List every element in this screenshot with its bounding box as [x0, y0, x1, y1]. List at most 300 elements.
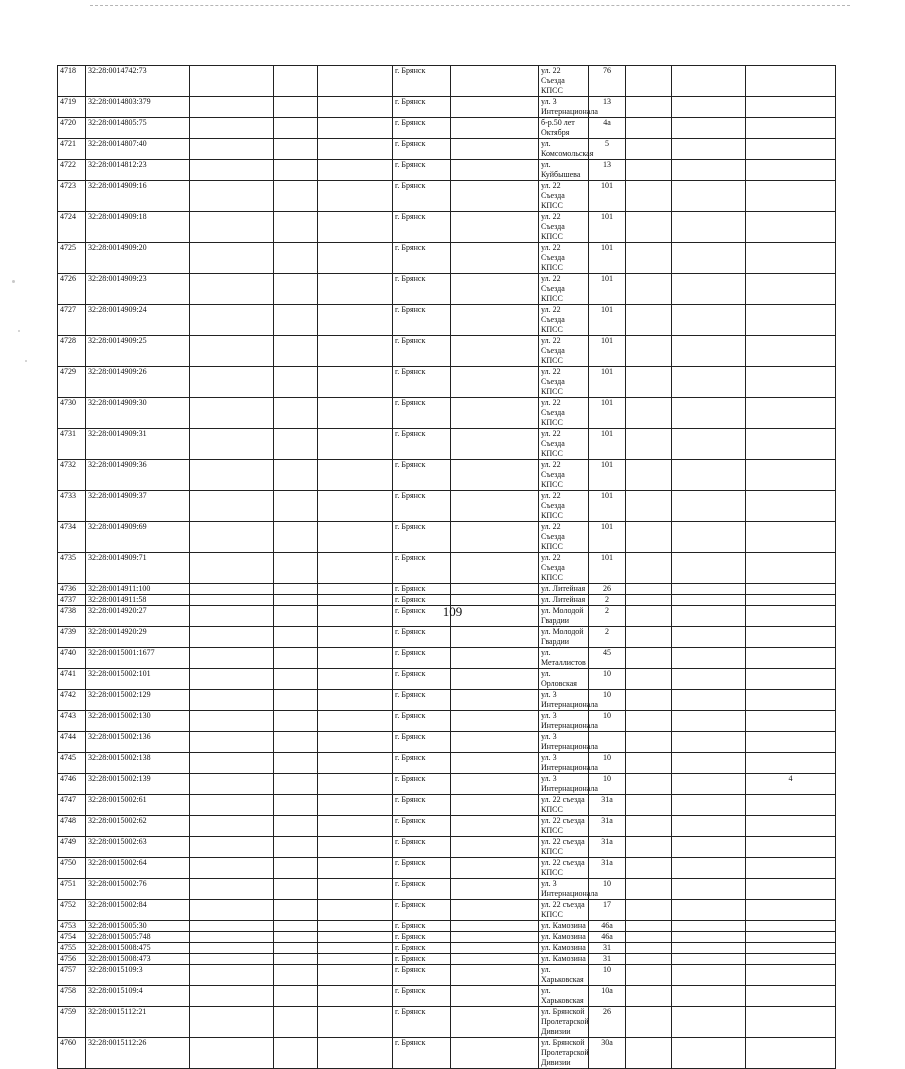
cadastral-number-cell: 32:28:0015005:30 — [86, 921, 190, 932]
scan-speck — [12, 280, 15, 283]
empty-cell — [672, 921, 746, 932]
empty-cell — [318, 986, 393, 1007]
row-number-cell: 4759 — [58, 1007, 86, 1038]
city-cell: г. Брянск — [393, 336, 451, 367]
row-number-cell: 4736 — [58, 584, 86, 595]
empty-cell — [318, 837, 393, 858]
cadastral-number-cell: 32:28:0014909:18 — [86, 212, 190, 243]
city-cell: г. Брянск — [393, 690, 451, 711]
extra-value-cell — [746, 460, 836, 491]
table-row — [58, 336, 836, 367]
empty-cell — [451, 305, 539, 336]
empty-cell — [190, 816, 274, 837]
row-number-cell: 4723 — [58, 181, 86, 212]
street-cell: ул. Орловская — [539, 669, 589, 690]
cadastral-number-cell: 32:28:0015002:61 — [86, 795, 190, 816]
extra-value-cell — [746, 1007, 836, 1038]
empty-cell — [626, 648, 672, 669]
empty-cell — [672, 460, 746, 491]
empty-cell — [274, 627, 318, 648]
empty-cell — [318, 690, 393, 711]
house-number-cell: 101 — [589, 367, 626, 398]
empty-cell — [451, 181, 539, 212]
empty-cell — [451, 753, 539, 774]
street-cell: ул. 22 съезда КПСС — [539, 900, 589, 921]
empty-cell — [274, 1038, 318, 1069]
empty-cell — [318, 954, 393, 965]
empty-cell — [190, 584, 274, 595]
extra-value-cell — [746, 921, 836, 932]
city-cell: г. Брянск — [393, 774, 451, 795]
extra-value-cell — [746, 858, 836, 879]
empty-cell — [672, 97, 746, 118]
house-number-cell: 101 — [589, 553, 626, 584]
house-number-cell: 31а — [589, 795, 626, 816]
cadastral-number-cell: 32:28:0014909:71 — [86, 553, 190, 584]
empty-cell — [274, 816, 318, 837]
table-row — [58, 954, 836, 965]
empty-cell — [451, 837, 539, 858]
empty-cell — [274, 648, 318, 669]
street-cell: ул. 22 Съезда КПСС — [539, 460, 589, 491]
empty-cell — [672, 139, 746, 160]
empty-cell — [274, 553, 318, 584]
house-number-cell: 31а — [589, 816, 626, 837]
empty-cell — [318, 212, 393, 243]
empty-cell — [274, 181, 318, 212]
row-number-cell: 4744 — [58, 732, 86, 753]
house-number-cell: 5 — [589, 139, 626, 160]
empty-cell — [318, 553, 393, 584]
empty-cell — [672, 274, 746, 305]
empty-cell — [672, 584, 746, 595]
city-cell: г. Брянск — [393, 648, 451, 669]
table-row — [58, 943, 836, 954]
empty-cell — [190, 954, 274, 965]
street-cell: б-р.50 лет Октября — [539, 118, 589, 139]
house-number-cell: 101 — [589, 181, 626, 212]
empty-cell — [626, 753, 672, 774]
extra-value-cell — [746, 711, 836, 732]
street-cell: ул. Комсомольская — [539, 139, 589, 160]
empty-cell — [190, 553, 274, 584]
extra-value-cell — [746, 274, 836, 305]
empty-cell — [274, 97, 318, 118]
empty-cell — [451, 932, 539, 943]
empty-cell — [626, 986, 672, 1007]
empty-cell — [451, 522, 539, 553]
city-cell: г. Брянск — [393, 553, 451, 584]
house-number-cell: 13 — [589, 97, 626, 118]
cadastral-number-cell: 32:28:0015112:26 — [86, 1038, 190, 1069]
street-cell: ул. Камозина — [539, 943, 589, 954]
extra-value-cell — [746, 669, 836, 690]
empty-cell — [451, 429, 539, 460]
table-row — [58, 900, 836, 921]
table-row — [58, 367, 836, 398]
row-number-cell: 4731 — [58, 429, 86, 460]
empty-cell — [318, 943, 393, 954]
cadastral-number-cell: 32:28:0015005:748 — [86, 932, 190, 943]
row-number-cell: 4740 — [58, 648, 86, 669]
empty-cell — [451, 398, 539, 429]
street-cell: ул. 22 Съезда КПСС — [539, 553, 589, 584]
row-number-cell: 4719 — [58, 97, 86, 118]
extra-value-cell — [746, 97, 836, 118]
scan-speck — [25, 360, 27, 362]
table-row — [58, 274, 836, 305]
empty-cell — [626, 879, 672, 900]
street-cell: ул. 3 Интернационала — [539, 690, 589, 711]
empty-cell — [190, 243, 274, 274]
empty-cell — [451, 648, 539, 669]
table-row — [58, 460, 836, 491]
empty-cell — [274, 900, 318, 921]
empty-cell — [274, 584, 318, 595]
empty-cell — [451, 986, 539, 1007]
empty-cell — [672, 212, 746, 243]
empty-cell — [451, 367, 539, 398]
empty-cell — [190, 460, 274, 491]
empty-cell — [451, 943, 539, 954]
empty-cell — [626, 932, 672, 943]
empty-cell — [318, 627, 393, 648]
empty-cell — [626, 522, 672, 553]
extra-value-cell — [746, 943, 836, 954]
extra-value-cell — [746, 900, 836, 921]
empty-cell — [451, 921, 539, 932]
extra-value-cell — [746, 522, 836, 553]
empty-cell — [274, 858, 318, 879]
empty-cell — [318, 1038, 393, 1069]
row-number-cell: 4749 — [58, 837, 86, 858]
city-cell: г. Брянск — [393, 606, 451, 627]
empty-cell — [274, 274, 318, 305]
row-number-cell: 4754 — [58, 932, 86, 943]
cadastral-number-cell: 32:28:0014909:31 — [86, 429, 190, 460]
street-cell: ул. 22 Съезда КПСС — [539, 181, 589, 212]
street-cell: ул. 22 Съезда КПСС — [539, 429, 589, 460]
street-cell: ул. Брянской Пролетарской Дивизии — [539, 1007, 589, 1038]
empty-cell — [451, 965, 539, 986]
empty-cell — [626, 274, 672, 305]
street-cell: ул. Куйбышева — [539, 160, 589, 181]
empty-cell — [626, 491, 672, 522]
cadastral-number-cell: 32:28:0015008:475 — [86, 943, 190, 954]
city-cell: г. Брянск — [393, 858, 451, 879]
empty-cell — [190, 212, 274, 243]
extra-value-cell — [746, 690, 836, 711]
row-number-cell: 4724 — [58, 212, 86, 243]
empty-cell — [318, 900, 393, 921]
empty-cell — [626, 837, 672, 858]
registry-body — [58, 66, 836, 1069]
row-number-cell: 4732 — [58, 460, 86, 491]
street-cell: ул. 22 Съезда КПСС — [539, 212, 589, 243]
city-cell: г. Брянск — [393, 160, 451, 181]
city-cell: г. Брянск — [393, 243, 451, 274]
house-number-cell: 31а — [589, 858, 626, 879]
street-cell: ул. Литейная — [539, 595, 589, 606]
empty-cell — [274, 774, 318, 795]
empty-cell — [274, 398, 318, 429]
empty-cell — [274, 160, 318, 181]
empty-cell — [672, 954, 746, 965]
empty-cell — [626, 139, 672, 160]
empty-cell — [672, 837, 746, 858]
street-cell: ул. 22 Съезда КПСС — [539, 274, 589, 305]
row-number-cell: 4748 — [58, 816, 86, 837]
street-cell: ул. Молодой Гвардии — [539, 606, 589, 627]
empty-cell — [318, 795, 393, 816]
row-number-cell: 4722 — [58, 160, 86, 181]
empty-cell — [672, 305, 746, 336]
cadastral-number-cell: 32:28:0015002:76 — [86, 879, 190, 900]
table-row — [58, 584, 836, 595]
row-number-cell: 4741 — [58, 669, 86, 690]
empty-cell — [318, 1007, 393, 1038]
empty-cell — [672, 943, 746, 954]
empty-cell — [672, 398, 746, 429]
extra-value-cell — [746, 627, 836, 648]
empty-cell — [626, 732, 672, 753]
house-number-cell: 26 — [589, 584, 626, 595]
empty-cell — [451, 139, 539, 160]
empty-cell — [318, 243, 393, 274]
cadastral-number-cell: 32:28:0014909:26 — [86, 367, 190, 398]
row-number-cell: 4742 — [58, 690, 86, 711]
city-cell: г. Брянск — [393, 595, 451, 606]
empty-cell — [672, 118, 746, 139]
house-number-cell: 30а — [589, 1038, 626, 1069]
empty-cell — [190, 648, 274, 669]
cadastral-number-cell: 32:28:0014909:16 — [86, 181, 190, 212]
empty-cell — [672, 522, 746, 553]
street-cell: ул. 22 съезда КПСС — [539, 816, 589, 837]
row-number-cell: 4750 — [58, 858, 86, 879]
empty-cell — [672, 243, 746, 274]
empty-cell — [672, 491, 746, 522]
table-row — [58, 690, 836, 711]
table-row — [58, 795, 836, 816]
street-cell: ул. 22 Съезда КПСС — [539, 398, 589, 429]
empty-cell — [672, 932, 746, 943]
empty-cell — [190, 986, 274, 1007]
table-row — [58, 965, 836, 986]
empty-cell — [190, 774, 274, 795]
street-cell: ул. 22 съезда КПСС — [539, 795, 589, 816]
empty-cell — [672, 429, 746, 460]
house-number-cell: 10 — [589, 879, 626, 900]
cadastral-number-cell: 32:28:0015112:21 — [86, 1007, 190, 1038]
table-row — [58, 97, 836, 118]
street-cell: ул. 22 Съезда КПСС — [539, 66, 589, 97]
property-registry-table — [57, 65, 836, 1069]
empty-cell — [318, 584, 393, 595]
cadastral-number-cell: 32:28:0015109:4 — [86, 986, 190, 1007]
empty-cell — [626, 429, 672, 460]
city-cell: г. Брянск — [393, 460, 451, 491]
house-number-cell: 2 — [589, 627, 626, 648]
street-cell: ул. 3 Интернационала — [539, 753, 589, 774]
row-number-cell: 4756 — [58, 954, 86, 965]
extra-value-cell — [746, 139, 836, 160]
cadastral-number-cell: 32:28:0015008:473 — [86, 954, 190, 965]
empty-cell — [318, 305, 393, 336]
empty-cell — [626, 97, 672, 118]
city-cell: г. Брянск — [393, 954, 451, 965]
empty-cell — [190, 491, 274, 522]
empty-cell — [318, 774, 393, 795]
empty-cell — [672, 816, 746, 837]
empty-cell — [274, 954, 318, 965]
scan-speck — [18, 330, 20, 332]
empty-cell — [190, 367, 274, 398]
empty-cell — [451, 97, 539, 118]
empty-cell — [318, 336, 393, 367]
empty-cell — [318, 648, 393, 669]
table-row — [58, 837, 836, 858]
cadastral-number-cell: 32:28:0015002:129 — [86, 690, 190, 711]
empty-cell — [626, 690, 672, 711]
empty-cell — [274, 837, 318, 858]
empty-cell — [672, 900, 746, 921]
empty-cell — [626, 305, 672, 336]
empty-cell — [190, 932, 274, 943]
row-number-cell: 4752 — [58, 900, 86, 921]
street-cell: ул. 3 Интернационала — [539, 711, 589, 732]
house-number-cell: 101 — [589, 398, 626, 429]
cadastral-number-cell: 32:28:0014742:73 — [86, 66, 190, 97]
extra-value-cell — [746, 1038, 836, 1069]
empty-cell — [190, 274, 274, 305]
extra-value-cell — [746, 584, 836, 595]
row-number-cell: 4758 — [58, 986, 86, 1007]
extra-value-cell — [746, 160, 836, 181]
empty-cell — [626, 118, 672, 139]
cadastral-number-cell: 32:28:0014909:36 — [86, 460, 190, 491]
empty-cell — [451, 1038, 539, 1069]
empty-cell — [626, 181, 672, 212]
empty-cell — [451, 118, 539, 139]
city-cell: г. Брянск — [393, 491, 451, 522]
empty-cell — [626, 336, 672, 367]
extra-value-cell — [746, 491, 836, 522]
empty-cell — [626, 900, 672, 921]
empty-cell — [318, 965, 393, 986]
row-number-cell: 4730 — [58, 398, 86, 429]
city-cell: г. Брянск — [393, 669, 451, 690]
street-cell: ул. 22 Съезда КПСС — [539, 336, 589, 367]
street-cell: ул. 22 Съезда КПСС — [539, 243, 589, 274]
empty-cell — [190, 139, 274, 160]
cadastral-number-cell: 32:28:0014909:23 — [86, 274, 190, 305]
empty-cell — [274, 243, 318, 274]
empty-cell — [451, 627, 539, 648]
city-cell: г. Брянск — [393, 429, 451, 460]
street-cell: ул. Камозина — [539, 954, 589, 965]
table-row — [58, 1038, 836, 1069]
empty-cell — [190, 336, 274, 367]
cadastral-number-cell: 32:28:0014911:100 — [86, 584, 190, 595]
empty-cell — [626, 1038, 672, 1069]
empty-cell — [274, 932, 318, 943]
extra-value-cell — [746, 181, 836, 212]
empty-cell — [672, 181, 746, 212]
empty-cell — [672, 627, 746, 648]
empty-cell — [190, 858, 274, 879]
empty-cell — [318, 181, 393, 212]
empty-cell — [274, 669, 318, 690]
empty-cell — [190, 1007, 274, 1038]
cadastral-number-cell: 32:28:0014909:69 — [86, 522, 190, 553]
empty-cell — [318, 429, 393, 460]
table-row — [58, 732, 836, 753]
empty-cell — [318, 398, 393, 429]
street-cell: ул. Литейная — [539, 584, 589, 595]
house-number-cell: 46а — [589, 921, 626, 932]
row-number-cell: 4746 — [58, 774, 86, 795]
house-number-cell: 26 — [589, 1007, 626, 1038]
empty-cell — [672, 879, 746, 900]
empty-cell — [318, 66, 393, 97]
extra-value-cell — [746, 398, 836, 429]
table-row — [58, 398, 836, 429]
empty-cell — [451, 858, 539, 879]
house-number-cell: 76 — [589, 66, 626, 97]
empty-cell — [626, 367, 672, 398]
city-cell: г. Брянск — [393, 1038, 451, 1069]
empty-cell — [672, 66, 746, 97]
empty-cell — [626, 943, 672, 954]
house-number-cell: 2 — [589, 595, 626, 606]
table-row — [58, 627, 836, 648]
empty-cell — [451, 336, 539, 367]
cadastral-number-cell: 32:28:0015002:136 — [86, 732, 190, 753]
empty-cell — [672, 336, 746, 367]
empty-cell — [190, 690, 274, 711]
empty-cell — [451, 954, 539, 965]
extra-value-cell — [746, 336, 836, 367]
table-row — [58, 669, 836, 690]
cadastral-number-cell: 32:28:0015001:1677 — [86, 648, 190, 669]
empty-cell — [451, 584, 539, 595]
city-cell: г. Брянск — [393, 965, 451, 986]
empty-cell — [626, 243, 672, 274]
empty-cell — [672, 711, 746, 732]
empty-cell — [626, 954, 672, 965]
empty-cell — [626, 921, 672, 932]
house-number-cell: 101 — [589, 274, 626, 305]
empty-cell — [451, 274, 539, 305]
row-number-cell: 4718 — [58, 66, 86, 97]
empty-cell — [274, 212, 318, 243]
empty-cell — [672, 732, 746, 753]
table-row — [58, 1007, 836, 1038]
extra-value-cell — [746, 118, 836, 139]
empty-cell — [190, 118, 274, 139]
city-cell: г. Брянск — [393, 1007, 451, 1038]
city-cell: г. Брянск — [393, 932, 451, 943]
empty-cell — [451, 66, 539, 97]
empty-cell — [190, 66, 274, 97]
row-number-cell: 4747 — [58, 795, 86, 816]
city-cell: г. Брянск — [393, 837, 451, 858]
empty-cell — [274, 66, 318, 97]
empty-cell — [190, 943, 274, 954]
table-row — [58, 522, 836, 553]
empty-cell — [190, 879, 274, 900]
